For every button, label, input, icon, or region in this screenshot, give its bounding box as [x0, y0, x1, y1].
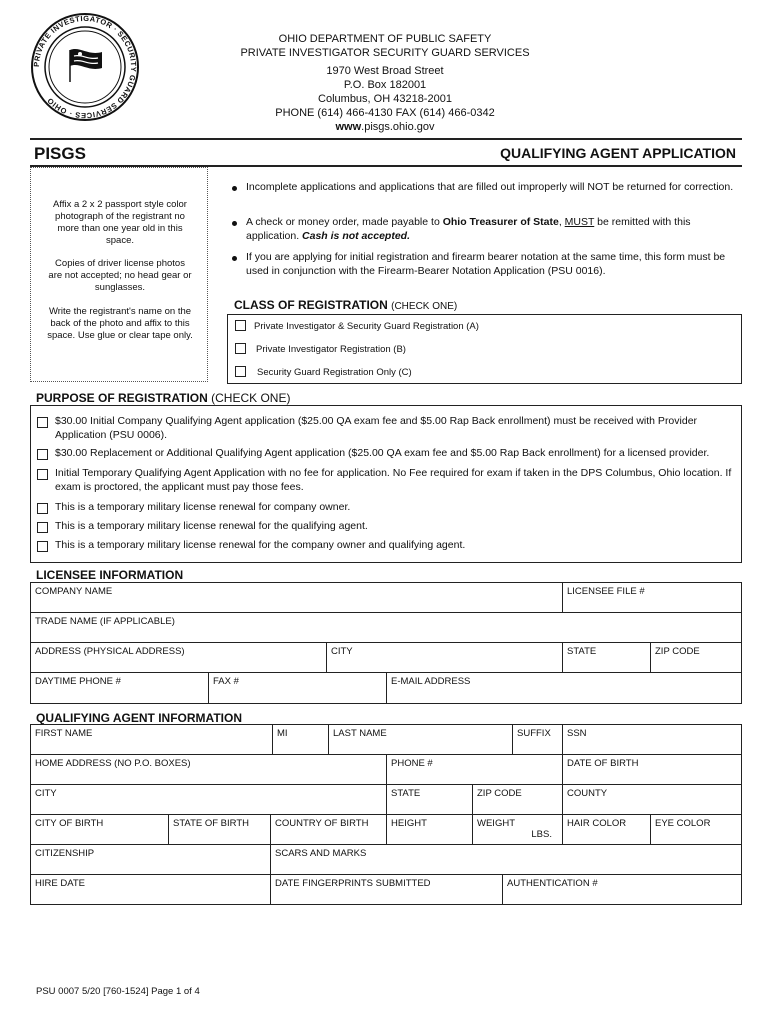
daytime-phone-field[interactable]: DAYTIME PHONE # — [31, 673, 209, 703]
photo-box[interactable] — [30, 167, 208, 382]
licensee-heading: LICENSEE INFORMATION — [36, 568, 184, 582]
purpose-military-both-checkbox[interactable] — [37, 541, 48, 552]
home-address-field[interactable]: HOME ADDRESS (NO P.O. BOXES) — [31, 755, 387, 785]
class-options-box — [227, 314, 742, 384]
state-field[interactable]: STATE — [563, 643, 651, 673]
country-of-birth-field[interactable]: COUNTRY OF BIRTH — [271, 815, 387, 845]
hire-date-field[interactable]: HIRE DATE — [31, 875, 271, 904]
class-a-label: Private Investigator & Security Guard Registration (A) — [254, 321, 479, 332]
city-field[interactable]: CITY — [327, 643, 563, 673]
address-field[interactable]: ADDRESS (PHYSICAL ADDRESS) — [31, 643, 327, 673]
phone-fax: PHONE (614) 466-4130 FAX (614) 466-0342 — [275, 107, 495, 119]
fax-field[interactable]: FAX # — [209, 673, 387, 703]
city-of-birth-field[interactable]: CITY OF BIRTH — [31, 815, 169, 845]
agent-city-field[interactable]: CITY — [31, 785, 387, 815]
division-name: PRIVATE INVESTIGATOR SECURITY GUARD SERVICES — [240, 47, 530, 59]
bullet-incomplete: Incomplete applications and applications that are filled out improperly will NOT be returned for correction. — [232, 181, 742, 195]
street-address: 1970 West Broad Street — [326, 65, 444, 77]
last-name-field[interactable]: LAST NAME — [329, 725, 513, 755]
agent-table — [30, 724, 742, 905]
class-c-checkbox[interactable] — [235, 366, 246, 377]
bullet-firearm: If you are applying for initial registration and firearm bearer notation at the same time, this form must be used in conjunction with the Firearm-Bearer Notation Application (PSU 0016). — [232, 251, 742, 278]
hair-color-field[interactable]: HAIR COLOR — [563, 815, 651, 845]
state-of-birth-field[interactable]: STATE OF BIRTH — [169, 815, 271, 845]
purpose-military-owner-label: This is a temporary military license renewal for company owner. — [55, 501, 351, 513]
form-footer: PSU 0007 5/20 [760-1524] Page 1 of 4 — [36, 986, 200, 997]
class-heading: CLASS OF REGISTRATION (CHECK ONE) — [234, 298, 458, 312]
class-c-label: Security Guard Registration Only (C) — [257, 367, 412, 378]
purpose-replacement-checkbox[interactable] — [37, 449, 48, 460]
class-a-checkbox[interactable] — [235, 320, 246, 331]
county-field[interactable]: COUNTY — [563, 785, 741, 815]
purpose-military-owner-checkbox[interactable] — [37, 503, 48, 514]
fingerprint-date-field[interactable]: DATE FINGERPRINTS SUBMITTED — [271, 875, 503, 904]
email-field[interactable]: E-MAIL ADDRESS — [391, 676, 471, 687]
company-name-field[interactable]: COMPANY NAME — [31, 583, 563, 613]
form-title: QUALIFYING AGENT APPLICATION — [500, 145, 736, 161]
lbs-unit: LBS. — [531, 829, 552, 840]
suffix-field[interactable]: SUFFIX — [513, 725, 563, 755]
purpose-temporary-label: Initial Temporary Qualifying Agent Application with no fee for application. No Fee required for exam if taken in the DPS Columbus, Ohio location. If exam is proctored, the applicant must pay those fees. — [55, 467, 732, 493]
licensee-table — [30, 582, 742, 704]
weight-field[interactable]: WEIGHT LBS. — [473, 815, 563, 845]
purpose-military-both-label: This is a temporary military license renewal for the company owner and qualifying agent. — [55, 539, 466, 551]
zip-field[interactable]: ZIP CODE — [651, 643, 741, 673]
photo-instructions-2: Copies of driver license photos are not accepted; no head gear or sunglasses. — [48, 258, 192, 293]
pisgs-title: PISGS — [34, 144, 86, 163]
first-name-field[interactable]: FIRST NAME — [31, 725, 273, 755]
class-b-checkbox[interactable] — [235, 343, 246, 354]
mi-field[interactable]: MI — [273, 725, 329, 755]
top-rule — [30, 138, 742, 140]
scars-marks-field[interactable]: SCARS AND MARKS — [271, 845, 741, 875]
purpose-military-agent-checkbox[interactable] — [37, 522, 48, 533]
purpose-heading: PURPOSE OF REGISTRATION (CHECK ONE) — [36, 391, 291, 405]
purpose-options-box — [30, 405, 742, 563]
po-box: P.O. Box 182001 — [343, 79, 427, 91]
class-b-label: Private Investigator Registration (B) — [256, 344, 406, 355]
ssn-field[interactable]: SSN — [563, 725, 741, 755]
purpose-military-agent-label: This is a temporary military license renewal for the qualifying agent. — [55, 520, 368, 532]
purpose-replacement-label: $30.00 Replacement or Additional Qualifying Agent application ($25.00 QA exam fee and $5.00 Rap Back enrollment) for a licensed provider. — [55, 447, 710, 459]
bullet-payment: A check or money order, made payable to Ohio Treasurer of State, MUST be remitted with this application. Cash is not accepted. — [232, 216, 742, 243]
photo-instructions-3: Write the registrant's name on the back of the photo and affix to this space. Use glue or clear tape only. — [47, 306, 193, 341]
agent-zip-field[interactable]: ZIP CODE — [473, 785, 563, 815]
trade-name-field[interactable]: TRADE NAME (IF APPLICABLE) — [31, 613, 741, 643]
eye-color-field[interactable]: EYE COLOR — [651, 815, 741, 845]
agent-heading: QUALIFYING AGENT INFORMATION — [36, 711, 242, 725]
citizenship-field[interactable]: CITIZENSHIP — [31, 845, 271, 875]
agency-name: OHIO DEPARTMENT OF PUBLIC SAFETY — [278, 33, 492, 45]
svg-text:PRIVATE INVESTIGATOR · SECURIT: PRIVATE INVESTIGATOR · SECURITY GUARD SERVICES · OHIO — [31, 13, 139, 121]
authentication-field[interactable]: AUTHENTICATION # — [507, 878, 598, 889]
agent-phone-field[interactable]: PHONE # — [387, 755, 563, 785]
purpose-initial-label: $30.00 Initial Company Qualifying Agent application ($25.00 QA exam fee and $5.00 Rap Back enrollment) must be received with Provider Application (PSU 0006). — [55, 415, 698, 441]
website[interactable]: www.pisgs.ohio.gov — [335, 121, 435, 133]
purpose-temporary-checkbox[interactable] — [37, 469, 48, 480]
purpose-initial-checkbox[interactable] — [37, 417, 48, 428]
photo-instructions-1: Affix a 2 x 2 passport style color photograph of the registrant no more than one year old in this space. — [53, 199, 187, 246]
agent-state-field[interactable]: STATE — [387, 785, 473, 815]
city-state-zip: Columbus, OH 43218-2001 — [318, 93, 452, 105]
dob-field[interactable]: DATE OF BIRTH — [563, 755, 741, 785]
height-field[interactable]: HEIGHT — [387, 815, 473, 845]
licensee-file-field[interactable]: LICENSEE FILE # — [563, 583, 741, 613]
